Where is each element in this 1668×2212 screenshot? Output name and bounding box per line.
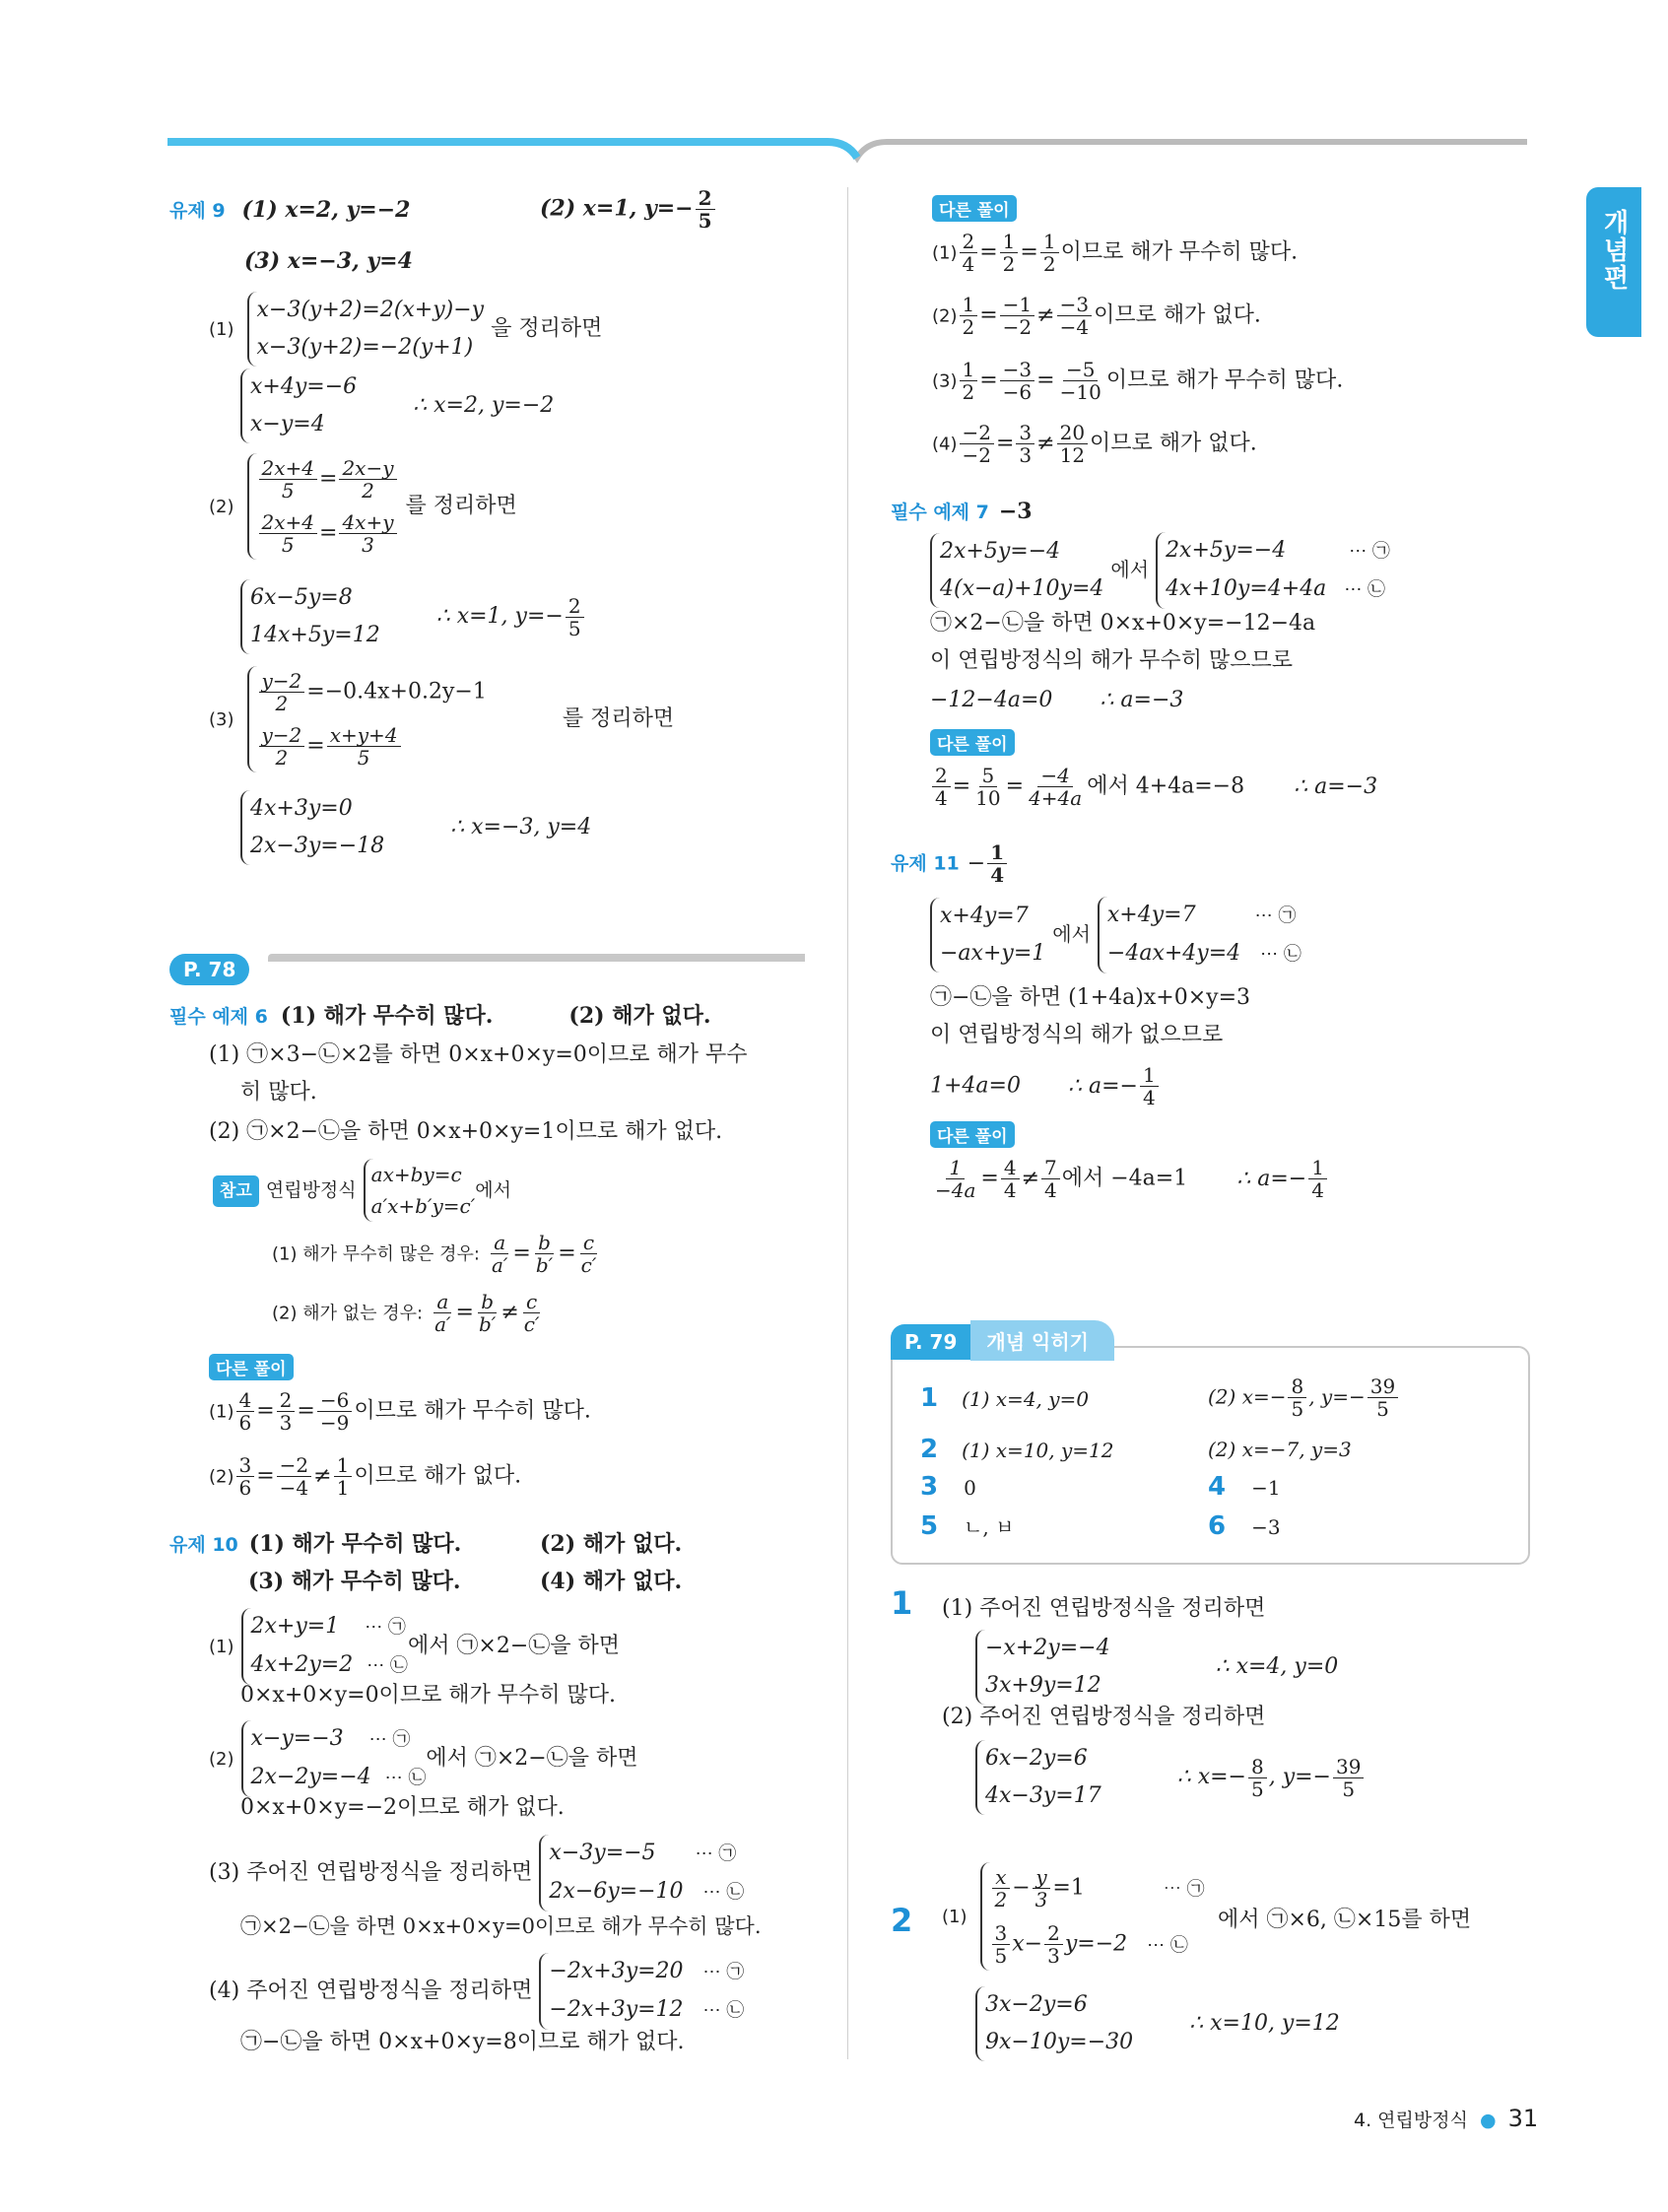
sol-2-res: 3x−2y=6 9x−10y=−30 ∴ x=10, y=12 <box>975 1986 1340 2061</box>
sol-2-number: 2 <box>891 1902 913 1939</box>
footer: 4. 연립방정식 ● 31 <box>1354 2105 1539 2132</box>
other-left-1: (1) $\frac{4}{6}$ = $\frac{2}{3}$ = $\frac{-6}{-9}$ 이므로 해가 무수히 많다. <box>209 1388 591 1435</box>
p7-l4: 이 연립방정식의 해가 무수히 많으므로 <box>930 648 1294 673</box>
yuje11-header: 유제 11 − $\frac{1}{4}$ <box>891 841 1009 886</box>
p6-e1b: 히 많다. <box>240 1080 317 1105</box>
pilsu7-header: 필수 예제 7 −3 <box>891 499 1033 524</box>
y10-sol2: (2) x−y=−3 ⋯ ㉠ 2x−2y=−4 ⋯ ㉡ 에서 ㉠×2−㉡을 하면 <box>209 1720 638 1797</box>
yuje9-answer3: (3) x=−3, y=4 <box>244 248 413 274</box>
y11-l4: 이 연립방정식의 해가 없으므로 <box>930 1023 1224 1047</box>
box-row-3: 3 0 <box>920 1472 976 1502</box>
footer-chapter: 4. 연립방정식 <box>1354 2110 1468 2131</box>
other-solution-tag-r3: 다른 풀이 <box>930 1121 1015 1148</box>
sol-1-number: 1 <box>891 1584 913 1622</box>
y10-res2: 0×x+0×y=−2이므로 해가 없다. <box>240 1795 565 1820</box>
other-solution-tag-r1: 다른 풀이 <box>932 195 1017 222</box>
p79-header: P. 79 개념 익히기 <box>891 1320 1526 1360</box>
p7-sys: 2x+5y=−4 4(x−a)+10y=4 에서 2x+5y=−4 ⋯ ㉠ 4x+10y=4+4a ⋯ ㉡ <box>930 532 1390 609</box>
sol-2-mid: 에서 ㉠×6, ㉡×15를 하면 <box>1218 1908 1472 1932</box>
sol-1-part1: (1) 주어진 연립방정식을 정리하면 <box>942 1596 1266 1621</box>
box-row-2b: (2) x=−7, y=3 <box>1208 1438 1352 1461</box>
right-other-4: (4) $\frac{-2}{-2}$ = $\frac{3}{3}$ ≠ $\frac{20}{12}$ 이므로 해가 없다. <box>932 421 1257 467</box>
sol-1-sys: −x+2y=−4 3x+9y=12 ∴ x=4, y=0 <box>975 1630 1338 1705</box>
right-other-2: (2) $\frac{1}{2}$ = $\frac{-1}{-2}$ ≠ $\frac{-3}{-4}$ 이므로 해가 없다. <box>932 293 1261 339</box>
other-solution-tag-r2: 다른 풀이 <box>930 729 1015 756</box>
y9-res1: x+4y=−6 x−y=4 ∴ x=2, y=−2 <box>240 369 554 443</box>
box-row-1b: (2) x=− $\frac{8}{5}$ , y=− $\frac{39}{5}$ <box>1208 1375 1400 1420</box>
p7-l5: −12−4a=0 ∴ a=−3 <box>930 688 1184 712</box>
box-row-3b: 4 −1 <box>1208 1472 1281 1502</box>
y9-sol1: (1) x−3(y+2)=2(x+y)−y x−3(y+2)=−2(y+1) 을 정리하면 <box>209 292 602 367</box>
y10-a4: (4) 해가 없다. <box>540 1569 683 1594</box>
y10-sol4: (4) 주어진 연립방정식을 정리하면 −2x+3y=20 ⋯ ㉠ −2x+3y=12 ⋯ ㉡ <box>209 1953 744 2030</box>
y10-res3: ㉠×2−㉡을 하면 0×x+0×y=0이므로 해가 무수히 많다. <box>240 1914 762 1938</box>
yuje10-header: 유제 10 (1) 해가 무수히 많다. <box>169 1531 462 1557</box>
note-case1: (1) 해가 무수히 많은 경우: $\frac{a}{a'}$ = $\frac{b}{b'}$ = $\frac{c}{c'}$ <box>272 1231 597 1277</box>
y10-res4: ㉠−㉡을 하면 0×x+0×y=8이므로 해가 없다. <box>240 2030 685 2054</box>
y10-res1: 0×x+0×y=0이므로 해가 무수히 많다. <box>240 1683 617 1708</box>
y10-sol3: (3) 주어진 연립방정식을 정리하면 x−3y=−5 ⋯ ㉠ 2x−6y=−10 ⋯ ㉡ <box>209 1835 744 1911</box>
box-row-4: 5 ㄴ, ㅂ <box>920 1511 1015 1541</box>
p78-header: P. 78 <box>169 954 805 973</box>
y9-res2: 6x−5y=8 14x+5y=12 ∴ x=1, y=− $\frac{2}{5}$ <box>240 579 586 654</box>
y10-a2: (2) 해가 없다. <box>540 1531 683 1557</box>
y11-sys: x+4y=7 −ax+y=1 에서 x+4y=7 ⋯ ㉠ −4ax+4y=4 ⋯ ㉡ <box>930 897 1301 973</box>
header-bars <box>167 136 1527 166</box>
note-case2: (2) 해가 없는 경우: $\frac{a}{a'}$ = $\frac{b}{b'}$ ≠ $\frac{c}{c'}$ <box>272 1290 540 1336</box>
y11-other: $\frac{1}{-4a}$ = $\frac{4}{4}$ ≠ $\frac{7}{4}$ 에서 −4a=1 ∴ a=− $\frac{1}{4}$ <box>930 1157 1329 1201</box>
other-solution-tag-left: 다른 풀이 <box>209 1354 294 1380</box>
page-number: 31 <box>1507 2105 1539 2132</box>
y10-sol1: (1) 2x+y=1 ⋯ ㉠ 4x+2y=2 ⋯ ㉡ 에서 ㉠×2−㉡을 하면 <box>209 1608 620 1685</box>
box-row-1: 1 (1) x=4, y=0 <box>920 1383 1090 1413</box>
yuje9-answer2: (2) x=1, y=− $\frac{2}{5}$ <box>540 187 717 232</box>
other-left-2: (2) $\frac{3}{6}$ = $\frac{-2}{-4}$ ≠ $\frac{1}{1}$ 이므로 해가 없다. <box>209 1453 522 1500</box>
y9-res3: 4x+3y=0 2x−3y=−18 ∴ x=−3, y=4 <box>240 790 591 865</box>
y9-sol2: (2) $\frac{2x+4}{5}$ = $\frac{2x-y}{2}$ $\frac{2x+4}{5}$ = $\frac{4x+y}{3}$ 를 정리하면 <box>209 453 517 560</box>
box-row-4b: 6 −3 <box>1208 1511 1281 1541</box>
yuje9-header: 유제 9 (1) x=2, y=−2 <box>169 197 411 223</box>
y10-a3: (3) 해가 무수히 많다. <box>248 1569 461 1594</box>
sol-1-sys2: 6x−2y=6 4x−3y=17 ∴ x=− $\frac{8}{5}$ , y=− $\frac{39}{5}$ <box>975 1740 1366 1815</box>
right-other-1: (1) $\frac{2}{4}$ = $\frac{1}{2}$ = $\frac{1}{2}$ 이므로 해가 무수히 많다. <box>932 230 1299 276</box>
sol-2-sys: (1) $\frac{x}{2}$ − $\frac{y}{3}$ =1 ⋯ ㉠ $\frac{3}{5}$ x− $\frac{2}{3}$ y=−2 ⋯ ㉡ <box>942 1862 1205 1971</box>
pilsu6-header: 필수 예제 6 (1) 해가 무수히 많다. (2) 해가 없다. <box>169 1003 711 1029</box>
box-row-2: 2 (1) x=10, y=12 <box>920 1435 1114 1464</box>
p7-l3: ㉠×2−㉡을 하면 0×x+0×y=−12−4a <box>930 611 1316 636</box>
p6-e2: (2) ㉠×2−㉡을 하면 0×x+0×y=1이므로 해가 없다. <box>209 1119 723 1144</box>
right-other-3: (3) $\frac{1}{2}$ = $\frac{-3}{-6}$ = $\frac{-5}{-10}$ 이므로 해가 무수히 많다. <box>932 358 1344 404</box>
p6-e1: (1) ㉠×3−㉡×2를 하면 0×x+0×y=0이므로 해가 무수 <box>209 1042 748 1067</box>
y9-sol3: (3) $\frac{y-2}{2}$ =−0.4x+0.2y−1 $\frac{y-2}{2}$ = $\frac{x+y+4}{5}$ 를 정리하면 <box>209 666 674 772</box>
sol-1-part2: (2) 주어진 연립방정식을 정리하면 <box>942 1705 1266 1729</box>
y11-l5: 1+4a=0 ∴ a=− $\frac{1}{4}$ <box>930 1064 1161 1108</box>
p7-other: $\frac{2}{4}$ = $\frac{5}{10}$ = $\frac{-4}{4+4a}$ 에서 4+4a=−8 ∴ a=−3 <box>930 765 1377 809</box>
side-tab[interactable]: 개념편 <box>1586 187 1641 337</box>
y11-l3: ㉠−㉡을 하면 (1+4a)x+0×y=3 <box>930 985 1251 1010</box>
column-divider <box>847 187 848 2059</box>
note-block: 참고 연립방정식 ax+by=c a′x+b′y=c′ 에서 <box>213 1159 511 1222</box>
